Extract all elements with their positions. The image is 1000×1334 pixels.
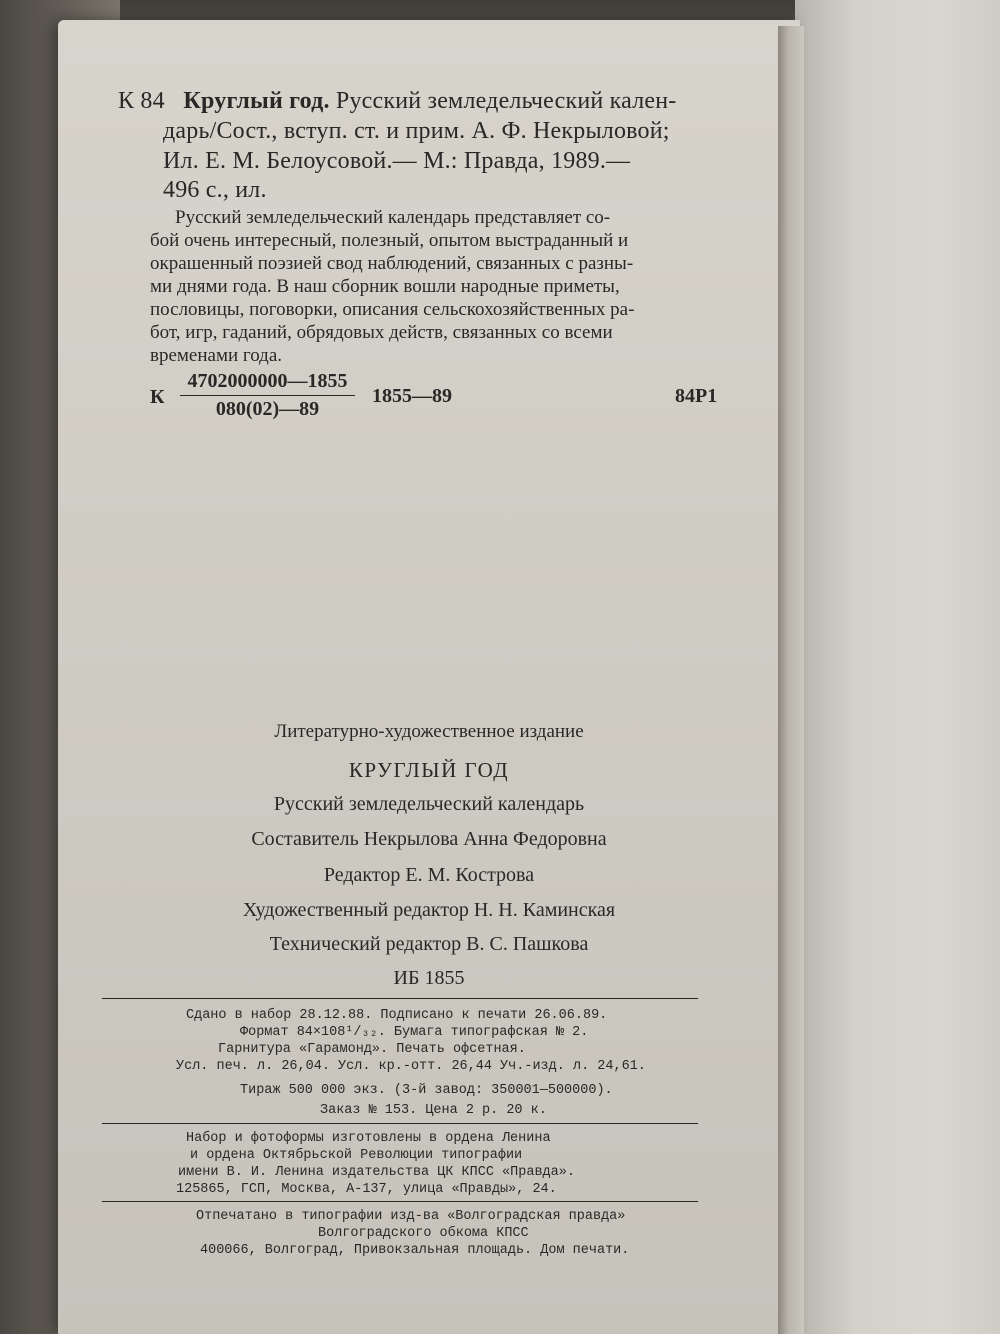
bib-line-4: 496 с., ил. [163, 177, 267, 203]
printer-info-line: имени В. И. Ленина издательства ЦК КПСС «Правда». [178, 1165, 575, 1180]
printer-info-line: Набор и фотоформы изготовлены в ордена Ленина [186, 1131, 551, 1146]
bib-line-1 [118, 88, 676, 115]
facing-page [795, 0, 1000, 1334]
print-info-line: Заказ № 153. Цена 2 р. 20 к. [320, 1103, 547, 1118]
classification-index: 84Р1 [675, 385, 718, 407]
bib-line-3: Ил. Е. М. Белоусовой.— М.: Правда, 1989.— [163, 148, 631, 174]
annotation-line: бой очень интересный, полезный, опытом выстраданный и [150, 230, 629, 251]
print-info-line: Сдано в набор 28.12.88. Подписано к печати 26.06.89. [186, 1008, 608, 1023]
classification-denominator: 080(02)—89 [215, 398, 320, 420]
classification-code: 1855—89 [372, 385, 452, 407]
printed-at-line: Волгоградского обкома КПСС [318, 1226, 529, 1241]
printer-info-line: и ордена Октябрьской Революции типографии [190, 1148, 523, 1163]
printed-at-line: Отпечатано в типографии изд-ва «Волгоградская правда» [196, 1209, 626, 1224]
bib-line-1-rest: Русский земледельческий кален- [335, 88, 677, 114]
print-info-line: Гарнитура «Гарамонд». Печать офсетная. [218, 1042, 526, 1057]
annotation-line: пословицы, поговорки, описания сельскохозяйственных ра- [150, 299, 635, 320]
print-info-line: Тираж 500 000 экз. (3-й завод: 350001—500000). [240, 1083, 613, 1098]
compiler: Составитель Некрылова Анна Федоровна [251, 828, 607, 850]
annotation-line: Русский земледельческий календарь представляет со- [175, 207, 611, 228]
edition-type: Литературно-художественное издание [274, 721, 584, 742]
ib-number: ИБ 1855 [393, 967, 465, 989]
page-gutter [778, 26, 804, 1334]
classification-numerator: 4702000000—1855 [180, 370, 355, 396]
editor: Редактор Е. М. Кострова [323, 864, 535, 886]
printer-info-line: 125865, ГСП, Москва, А-137, улица «Правды», 24. [176, 1182, 557, 1197]
annotation-line: ми днями года. В наш сборник вошли народные приметы, [150, 276, 620, 297]
annotation-line: окрашенный поэзией свод наблюдений, связанных с разны- [150, 253, 634, 274]
divider [102, 1123, 698, 1124]
tech-editor: Технический редактор В. С. Пашкова [269, 933, 589, 955]
annotation-line: временами года. [150, 345, 283, 366]
print-info-line: Усл. печ. л. 26,04. Усл. кр.-отт. 26,44 Уч.-изд. л. 24,61. [176, 1059, 646, 1074]
classification-letter: К [150, 386, 165, 408]
art-editor: Художественный редактор Н. Н. Каминская [242, 899, 616, 921]
divider [102, 998, 698, 999]
bib-line-2: дарь/Сост., вступ. ст. и прим. А. Ф. Некрыловой; [163, 118, 670, 144]
divider [102, 1201, 698, 1202]
book-title-bold: Круглый год. [183, 88, 330, 114]
colophon-subtitle: Русский земледельческий календарь [273, 793, 585, 815]
print-info-line: Формат 84×108¹/₃₂. Бумага типографская № 2. [240, 1025, 589, 1040]
catalog-code: К 84 [118, 88, 165, 114]
printed-at-line: 400066, Волгоград, Привокзальная площадь. Дом печати. [200, 1243, 630, 1258]
annotation-line: бот, игр, гаданий, обрядовых действ, связанных со всеми [150, 322, 613, 343]
colophon-title: КРУГЛЫЙ ГОД [348, 758, 510, 782]
